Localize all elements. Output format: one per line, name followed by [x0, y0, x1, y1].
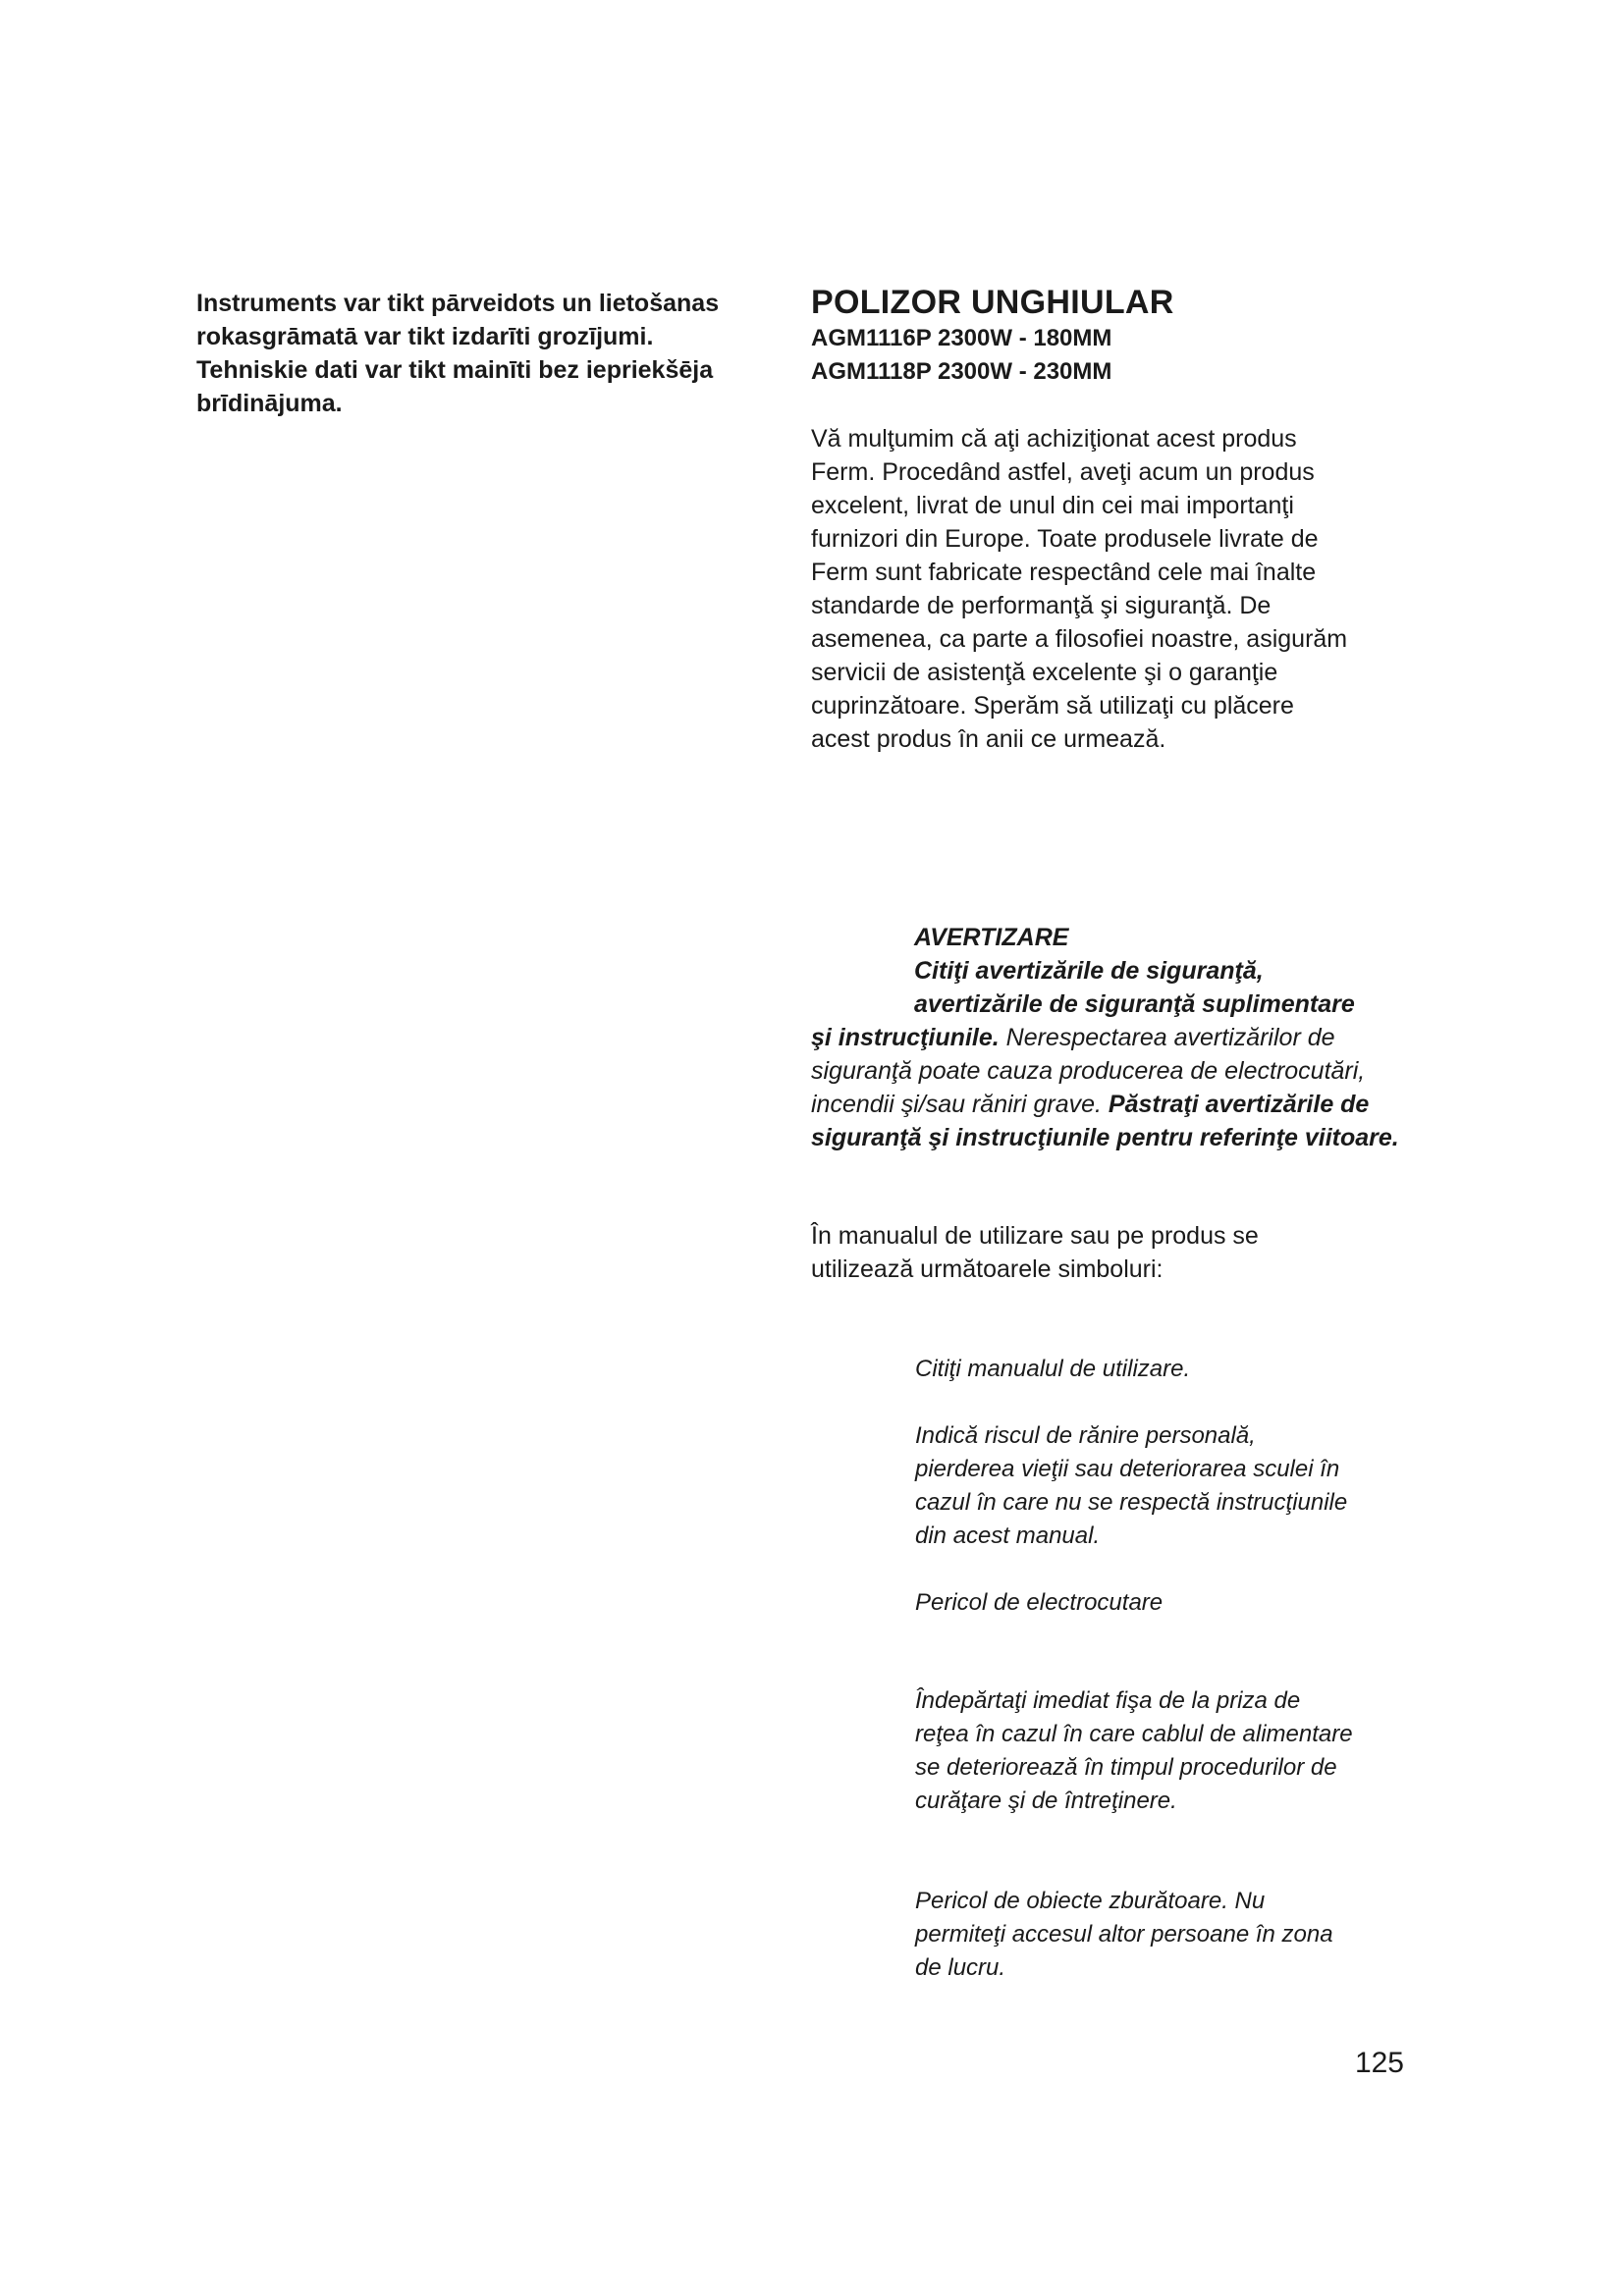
symbol-electrocution: Pericol de electrocutare	[915, 1589, 1164, 1616]
model-list	[811, 322, 1420, 389]
symbol-flying-objects: Pericol de obiecte zburătoare. Nu permiteţi accesul altor persoane în zona de lucru.	[915, 1888, 1333, 1981]
warning-block	[811, 921, 1420, 1154]
model-line: AGM1116P 2300W - 180MM	[811, 325, 1112, 351]
symbol-read-manual: Citiţi manualul de utilizare.	[915, 1356, 1191, 1382]
symbol-unplug: Îndepărtaţi imediat fişa de la priza de reţea în cazul în care cablul de alimentare se deteriorează în timpul procedurilor de curăţare şi de întreţinere.	[915, 1687, 1353, 1814]
warning-lead: Citiţi avertizările de siguranţă, avertizările de siguranţă suplimentare	[914, 957, 1355, 1018]
symbols-intro: În manualul de utilizare sau pe produs se utilizează următoarele simboluri:	[811, 1222, 1259, 1283]
warning-keep-instructions: Păstraţi avertizările de siguranţă şi instrucţiunile pentru referinţe viitoare.	[811, 1091, 1399, 1151]
latvian-notice: Instruments var tikt pārveidots un lietošanas rokasgrāmatā var tikt izdarīti grozījumi. Tehniskie dati var tikt mainīti bez iepriekšēja brīdinājuma.	[196, 290, 720, 417]
symbol-injury-risk: Indică riscul de rănire personală, pierderea vieţii sau deteriorarea sculei în cazul în care nu se respectă instrucţiunile din acest manual.	[915, 1422, 1348, 1549]
warning-lead-end: şi instrucţiunile.	[811, 1024, 1000, 1051]
product-title: POLIZOR UNGHIULAR	[811, 284, 1174, 321]
page-number: 125	[1354, 2047, 1404, 2079]
warning-title: AVERTIZARE	[914, 924, 1069, 951]
model-line: AGM1118P 2300W - 230MM	[811, 358, 1112, 385]
warning-text: Nerespectarea avertizărilor de siguranţă poate cauza producerea de electrocutări, incendii şi/sau răniri grave.	[811, 1024, 1366, 1118]
intro-paragraph: Vă mulţumim că aţi achiziţionat acest produs Ferm. Procedând astfel, aveţi acum un produs excelent, livrat de unul din cei mai importanţi furnizori din Europe. Toate produsele livrate de Ferm sunt fabricate respectând cele mai înalte standarde de performanţă şi siguranţă. De asemenea, ca parte a filosofiei noastre, asigurăm servicii de asistenţă excelente şi o garanţie cuprinzătoare. Sperăm să utilizaţi cu plăcere acest produs în anii ce urmează.	[811, 425, 1348, 753]
